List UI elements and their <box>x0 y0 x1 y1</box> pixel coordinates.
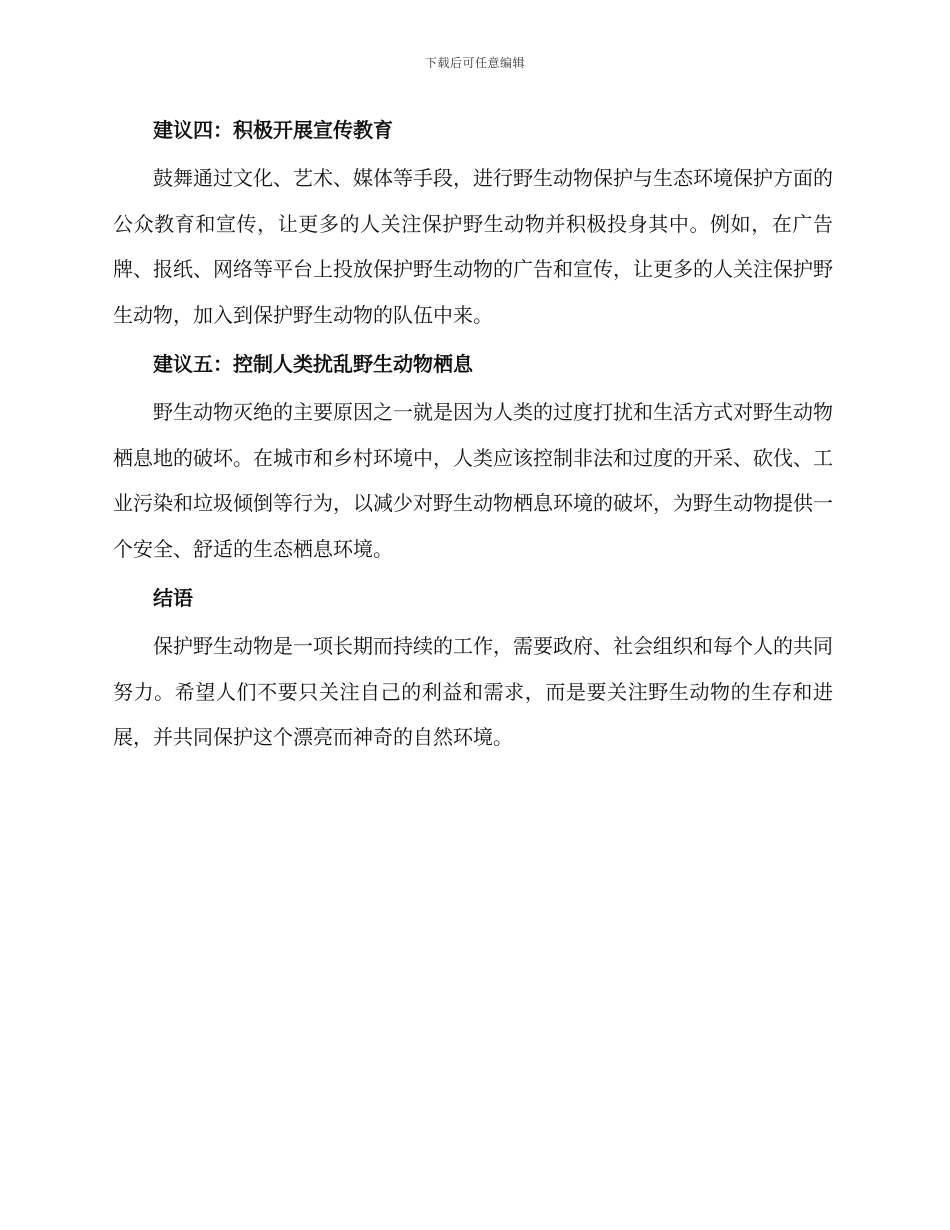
paragraph-suggestion-four: 鼓舞通过文化、艺术、媒体等手段，进行野生动物保护与生态环境保护方面的公众教育和宣传，让更多的人关注保护野生动物并积极投身其中。例如，在广告牌、报纸、网络等平台上投放保护野生动物的广告和宣传，让更多的人关注保护野生动物，加入到保护野生动物的队伍中来。 <box>113 166 833 327</box>
section-heading-conclusion: 结语 <box>153 586 193 610</box>
paragraph-conclusion: 保护野生动物是一项长期而持续的工作，需要政府、社会组织和每个人的共同努力。希望人们不要只关注自己的利益和需求，而是要关注野生动物的生存和进展，并共同保护这个漂亮而神奇的自然环境。 <box>113 634 833 749</box>
header-note: 下载后可任意编辑 <box>424 56 525 70</box>
document-body <box>113 110 833 767</box>
paragraph-suggestion-five: 野生动物灭绝的主要原因之一就是因为人类的过度打扰和生活方式对野生动物栖息地的破坏。在城市和乡村环境中，人类应该控制非法和过度的开采、砍伐、工业污染和垃圾倾倒等行为，以减少对野生动物栖息环境的破坏，为野生动物提供一个安全、舒适的生态栖息环境。 <box>113 400 833 561</box>
section-heading-suggestion-four: 建议四：积极开展宣传教育 <box>153 118 393 142</box>
section-heading-suggestion-five: 建议五：控制人类扰乱野生动物栖息 <box>153 352 473 376</box>
